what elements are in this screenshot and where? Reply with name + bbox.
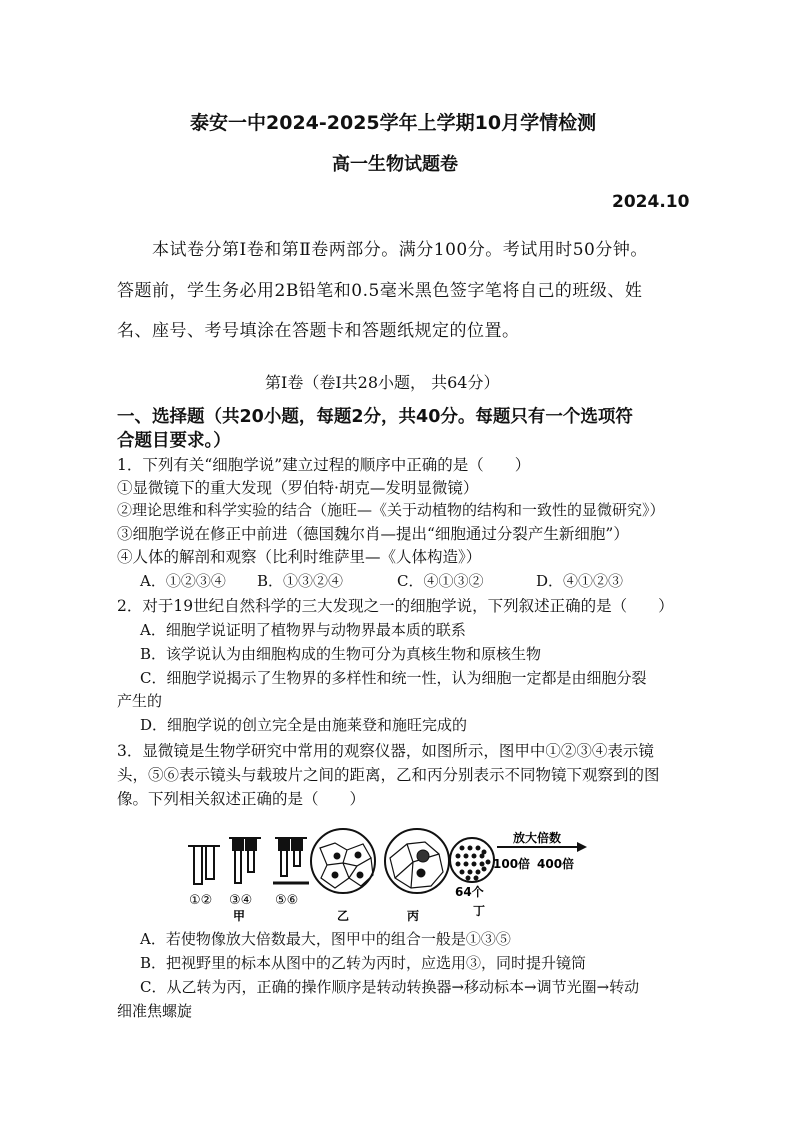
exam-date: 2024.10: [612, 192, 690, 212]
eyepiece-lenses: [188, 846, 220, 884]
q3-option-b: B．把视野里的标本从图中的乙转为丙时，应选用③，同时提升镜筒: [140, 954, 587, 972]
q3-stem-line1: 3．显微镜是生物学研究中常用的观察仪器，如图所示，图甲中①②③④表示镜: [117, 742, 654, 760]
q1-option-c: C．④①③②: [397, 572, 484, 590]
microscope-figure: [185, 828, 685, 928]
exam-subtitle: 高一生物试题卷: [332, 154, 458, 175]
mag-high-label: 400倍: [537, 857, 575, 871]
q2-option-a: A．细胞学说证明了植物界与动物界最本质的联系: [140, 621, 466, 639]
q2-option-c: C．细胞学说揭示了生物界的多样性和统一性，认为细胞一定都是由细胞分裂: [140, 669, 647, 687]
q3-option-a: A．若使物像放大倍数最大，图甲中的组合一般是①③⑤: [140, 930, 511, 948]
q3-option-c-cont: 细准焦螺旋: [117, 1002, 193, 1020]
q1-item-1: ①显微镜下的重大发现（罗伯特·胡克—发明显微镜）: [117, 479, 479, 497]
q1-item-3: ③细胞学说在修正中前进（德国魏尔肖—提出“细胞通过分裂产生新细胞”）: [117, 525, 629, 543]
q2-stem: 2．对于19世纪自然科学的三大发现之一的细胞学说，下列叙述正确的是（ ）: [117, 597, 674, 615]
q1-option-b: B．①③②④: [257, 572, 344, 590]
label-12: ①②: [189, 893, 213, 908]
exam-title: 泰安一中2024-2025学年上学期10月学情检测: [190, 112, 597, 134]
label-jia: 甲: [233, 909, 246, 923]
q3-stem-line3: 像。下列相关叙述正确的是（ ）: [117, 790, 366, 808]
mag-low-label: 100倍: [493, 857, 531, 871]
q2-option-b: B．该学说认为由细胞构成的生物可分为真核生物和原核生物: [140, 645, 542, 663]
intro-line-2: 答题前，学生务必用2B铅笔和0.5毫米黑色签字笔将自己的班级、姓: [117, 281, 643, 301]
q1-option-a: A．①②③④: [140, 572, 226, 590]
intro-line-1: 本试卷分第Ⅰ卷和第Ⅱ卷两部分。满分100分。考试用时50分钟。: [152, 240, 648, 260]
q2-option-d: D．细胞学说的创立完全是由施莱登和施旺完成的: [140, 716, 468, 734]
part1-heading: 第Ⅰ卷（卷Ⅰ共28小题， 共64分）: [265, 373, 500, 392]
intro-line-3: 名、座号、考号填涂在答题卡和答题纸规定的位置。: [117, 321, 520, 341]
label-34: ③④: [229, 893, 253, 908]
label-56: ⑤⑥: [275, 893, 299, 908]
cell-grid-view: [450, 838, 494, 882]
label-bing: 丙: [407, 909, 420, 923]
q1-item-2: ②理论思维和科学实验的结合（施旺—《关于动植物的结构和一致性的显微研究》）: [117, 501, 665, 519]
label-yi: 乙: [337, 909, 350, 923]
magnification-label: 放大倍数: [513, 831, 562, 845]
label-ding: 丁: [473, 904, 486, 918]
q1-option-d: D．④①②③: [536, 572, 624, 590]
view-high-power: [385, 829, 449, 893]
q3-stem-line2: 头，⑤⑥表示镜头与载玻片之间的距离，乙和丙分别表示不同物镜下观察到的图: [117, 766, 660, 784]
section1-heading-line2: 合题目要求。）: [117, 431, 231, 451]
view-low-power: [311, 829, 375, 893]
q1-item-4: ④人体的解剖和观察（比利时维萨里—《人体构造》）: [117, 548, 482, 566]
lens-distance-diagram: [273, 838, 309, 883]
q3-option-c: C．从乙转为丙，正确的操作顺序是转动转换器→移动标本→调节光圈→转动: [140, 978, 640, 996]
cell-count-label: 64个: [455, 885, 484, 899]
q1-stem: 1．下列有关“细胞学说”建立过程的顺序中正确的是（ ）: [117, 456, 531, 474]
objective-lenses: [229, 838, 261, 883]
section1-heading-line1: 一、选择题（共20小题，每题2分，共40分。每题只有一个选项符: [117, 407, 633, 427]
q2-option-c-cont: 产生的: [117, 692, 163, 710]
